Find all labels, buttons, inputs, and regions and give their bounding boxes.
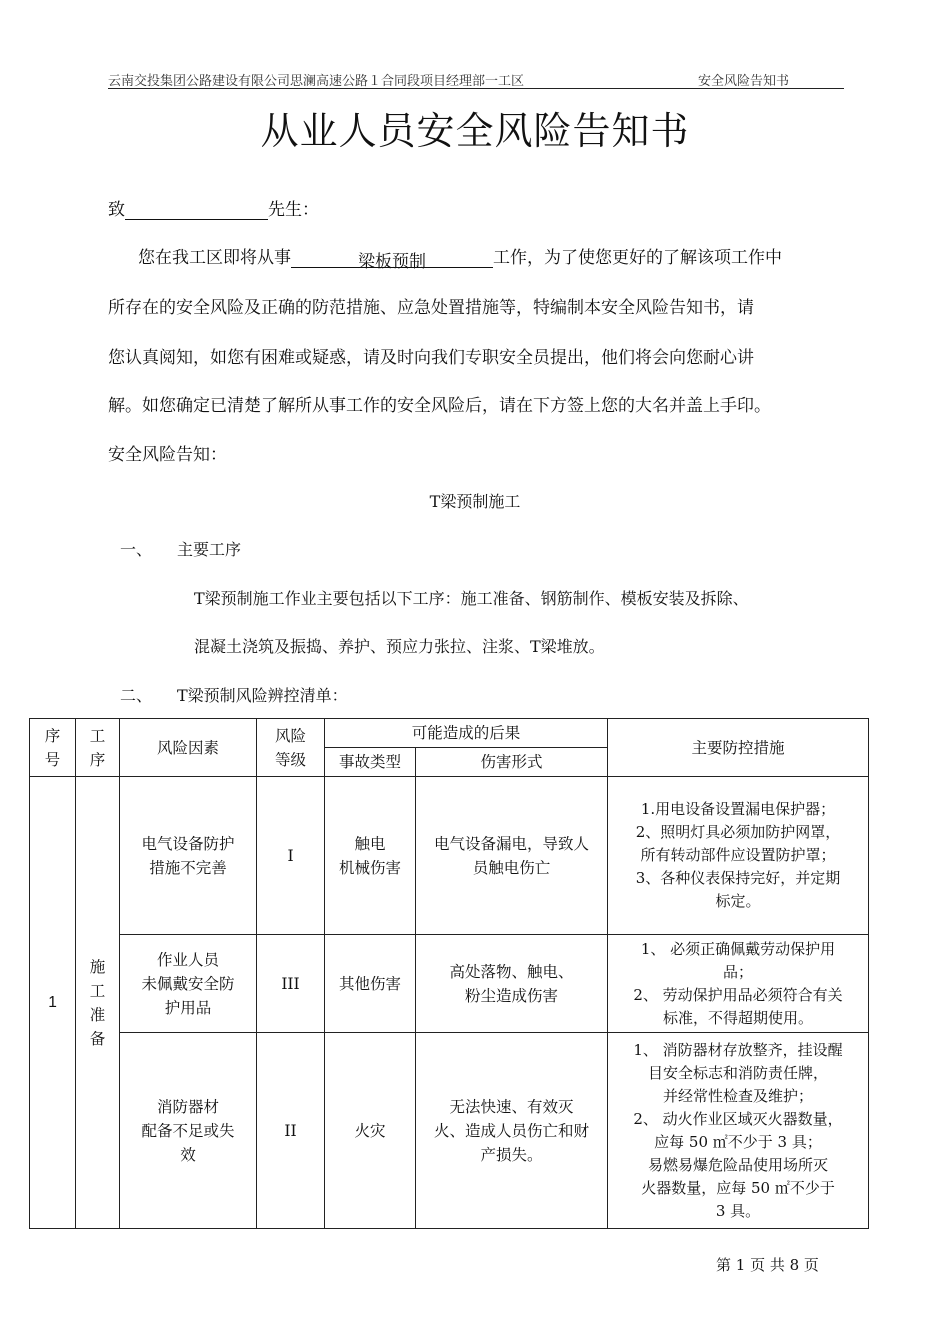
header-consequences: 可能造成的后果 bbox=[325, 719, 608, 748]
accident-type-cell: 触电 机械伤害 bbox=[325, 777, 416, 935]
measures-cell: 1.用电设备设置漏电保护器； 2、照明灯具必须加防护网罩， 所有转动部件应设置防护罩； 3、各种仪表保持完好，并定期 标定。 bbox=[608, 777, 869, 935]
header-seq: 序 号 bbox=[30, 719, 76, 777]
section1-title: 主要工序 bbox=[177, 540, 242, 559]
document-title: 从业人员安全风险告知书 bbox=[260, 109, 690, 153]
process-cell: 施 工 准 备 bbox=[76, 777, 120, 1229]
table-row bbox=[30, 935, 869, 1033]
risk-factor-cell: 作业人员 未佩戴安全防 护用品 bbox=[120, 935, 257, 1033]
risk-level-cell: II bbox=[257, 1033, 325, 1229]
section2-title: T梁预制风险辨控清单： bbox=[177, 686, 348, 705]
seq-cell: 1 bbox=[30, 777, 76, 1229]
risk-level-cell: I bbox=[257, 777, 325, 935]
risk-level-cell: III bbox=[257, 935, 325, 1033]
harm-form-cell: 无法快速、有效灭 火、造成人员伤亡和财 产损失。 bbox=[416, 1033, 608, 1229]
section1-line-1: T梁预制施工作业主要包括以下工序：施工准备、钢筋制作、模板安装及拆除、 bbox=[194, 589, 749, 608]
page-number: 第 1 页 共 8 页 bbox=[716, 1256, 819, 1274]
harm-form-cell: 电气设备漏电，导致人 员触电伤亡 bbox=[416, 777, 608, 935]
measures-cell: 1、 必须正确佩戴劳动保护用 品； 2、 劳动保护用品必须符合有关 标准，不得超期使用。 bbox=[608, 935, 869, 1033]
risk-factor-cell: 消防器材 配备不足或失 效 bbox=[120, 1033, 257, 1229]
accident-type-cell: 火灾 bbox=[325, 1033, 416, 1229]
table-header-row bbox=[30, 719, 869, 748]
greeting-line bbox=[108, 195, 319, 220]
greeting-suffix: 先生： bbox=[268, 200, 319, 220]
job-name: 梁板预制 bbox=[291, 247, 493, 268]
harm-form-cell: 高处落物、触电、 粉尘造成伤害 bbox=[416, 935, 608, 1033]
table-row bbox=[30, 1033, 869, 1229]
section2-num: 二、 bbox=[120, 686, 153, 705]
header-org: 云南交投集团公路建设有限公司思澜高速公路１合同段项目经理部一工区 bbox=[108, 74, 525, 89]
intro-line-2: 所存在的安全风险及正确的防范措施、应急处置措施等，特编制本安全风险告知书，请 bbox=[108, 298, 754, 318]
measures-cell: 1、 消防器材存放整齐，挂设醒 目安全标志和消防责任牌， 并经常性检查及维护； 2、 动火作业区域灭火器数量， 应每 50 ㎡不少于 3 具； 易燃易爆危险品使用场所灭 火器数量，应每 50 ㎡不少于 3 具。 bbox=[608, 1033, 869, 1229]
header-accident-type: 事故类型 bbox=[325, 748, 416, 777]
intro-line-4: 解。如您确定已清楚了解所从事工作的安全风险后，请在下方签上您的大名并盖上手印。 bbox=[108, 396, 771, 416]
header-harm-form: 伤害形式 bbox=[416, 748, 608, 777]
risk-factor-cell: 电气设备防护 措施不完善 bbox=[120, 777, 257, 935]
section1-num: 一、 bbox=[120, 540, 153, 559]
accident-type-cell: 其他伤害 bbox=[325, 935, 416, 1033]
header-process: 工 序 bbox=[76, 719, 120, 777]
risk-control-table bbox=[29, 718, 869, 1229]
greeting-prefix: 致 bbox=[108, 200, 125, 220]
header-risk-level: 风险 等级 bbox=[257, 719, 325, 777]
recipient-name-blank bbox=[125, 199, 268, 220]
intro-line-3: 您认真阅知，如您有困难或疑惑，请及时向我们专职安全员提出，他们将会向您耐心讲 bbox=[108, 348, 754, 368]
section-subtitle: T梁预制施工 bbox=[429, 492, 521, 511]
notice-label: 安全风险告知： bbox=[108, 445, 227, 465]
table-row bbox=[30, 777, 869, 935]
header-doc-type: 安全风险告知书 bbox=[698, 74, 790, 89]
header-risk-factor: 风险因素 bbox=[120, 719, 257, 777]
page-header bbox=[108, 70, 844, 89]
section1-line-2: 混凝土浇筑及振捣、养护、预应力张拉、注浆、T梁堆放。 bbox=[194, 637, 605, 656]
header-measures: 主要防控措施 bbox=[608, 719, 869, 777]
intro-line-1: 您在我工区即将从事 梁板预制 工作，为了使您更好的了解该项工作中 bbox=[138, 248, 782, 272]
